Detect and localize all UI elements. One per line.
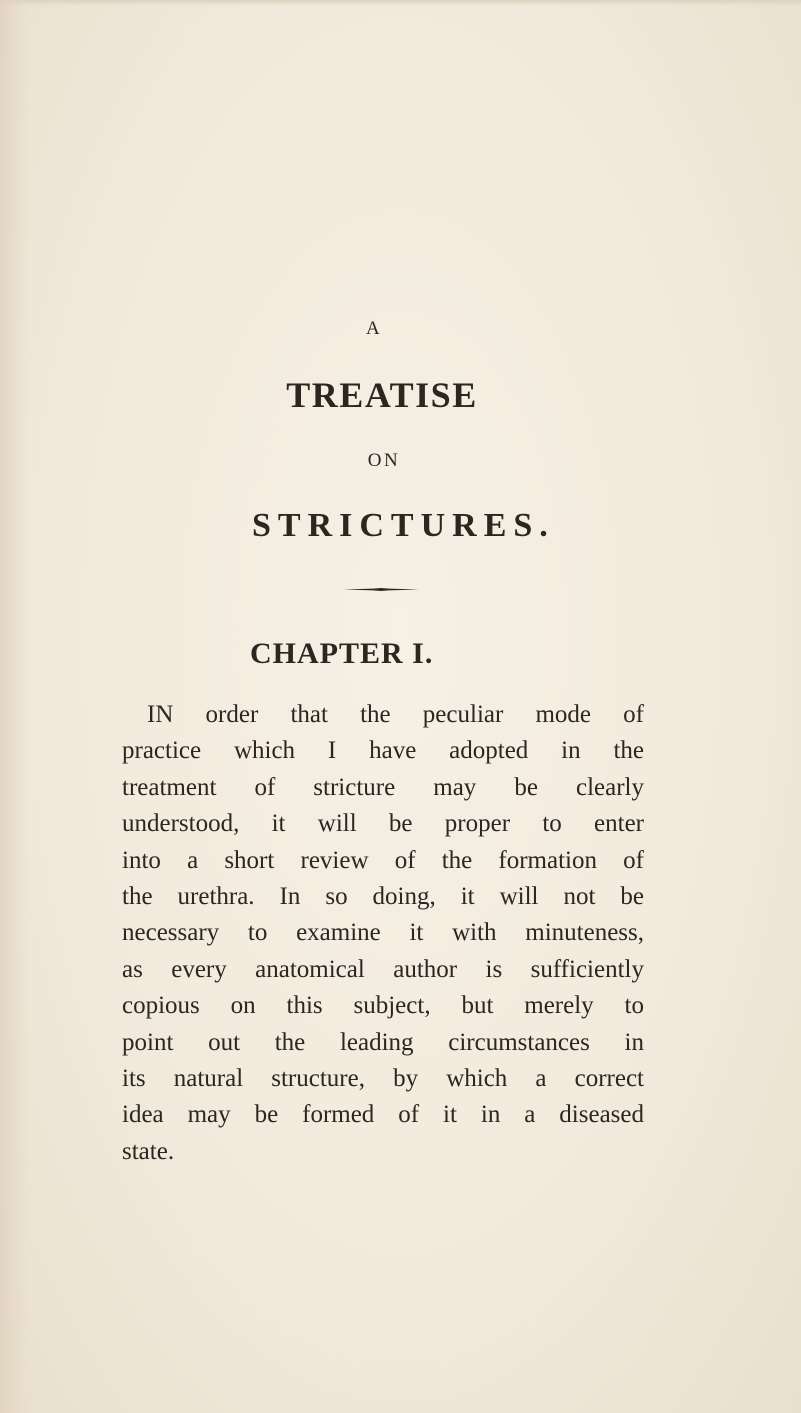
page-top-edge [0, 0, 801, 6]
text-line: treatment of stricture may be clearly [122, 773, 644, 801]
title-connector: ON [367, 450, 401, 471]
ornamental-rule [343, 588, 419, 591]
page-title: TREATISE [286, 375, 478, 415]
text-line: its natural structure, by which a correct [122, 1065, 644, 1093]
chapter-heading: CHAPTER I. [250, 637, 434, 670]
text-line: idea may be formed of it in a diseased [122, 1101, 644, 1129]
text-line: understood, it will be proper to enter [122, 810, 644, 838]
text-line: copious on this subject, but merely to [122, 992, 644, 1020]
title-article: A [366, 318, 381, 339]
text-line: as every anatomical author is sufficiently [122, 955, 644, 983]
text-line: the urethra. In so doing, it will not be [122, 883, 644, 911]
page-gutter-shadow [0, 0, 28, 1413]
text-line: necessary to examine it with minuteness, [122, 919, 644, 947]
text-line: point out the leading circumstances in [122, 1028, 644, 1056]
text-line: practice which I have adopted in the [122, 737, 644, 765]
text-line: IN order that the peculiar mode of [147, 701, 644, 728]
text-line: into a short review of the formation of [122, 846, 644, 874]
text-line: state. [122, 1137, 175, 1165]
body-paragraph [122, 697, 644, 1170]
title-subject: STRICTURES. [252, 507, 555, 544]
